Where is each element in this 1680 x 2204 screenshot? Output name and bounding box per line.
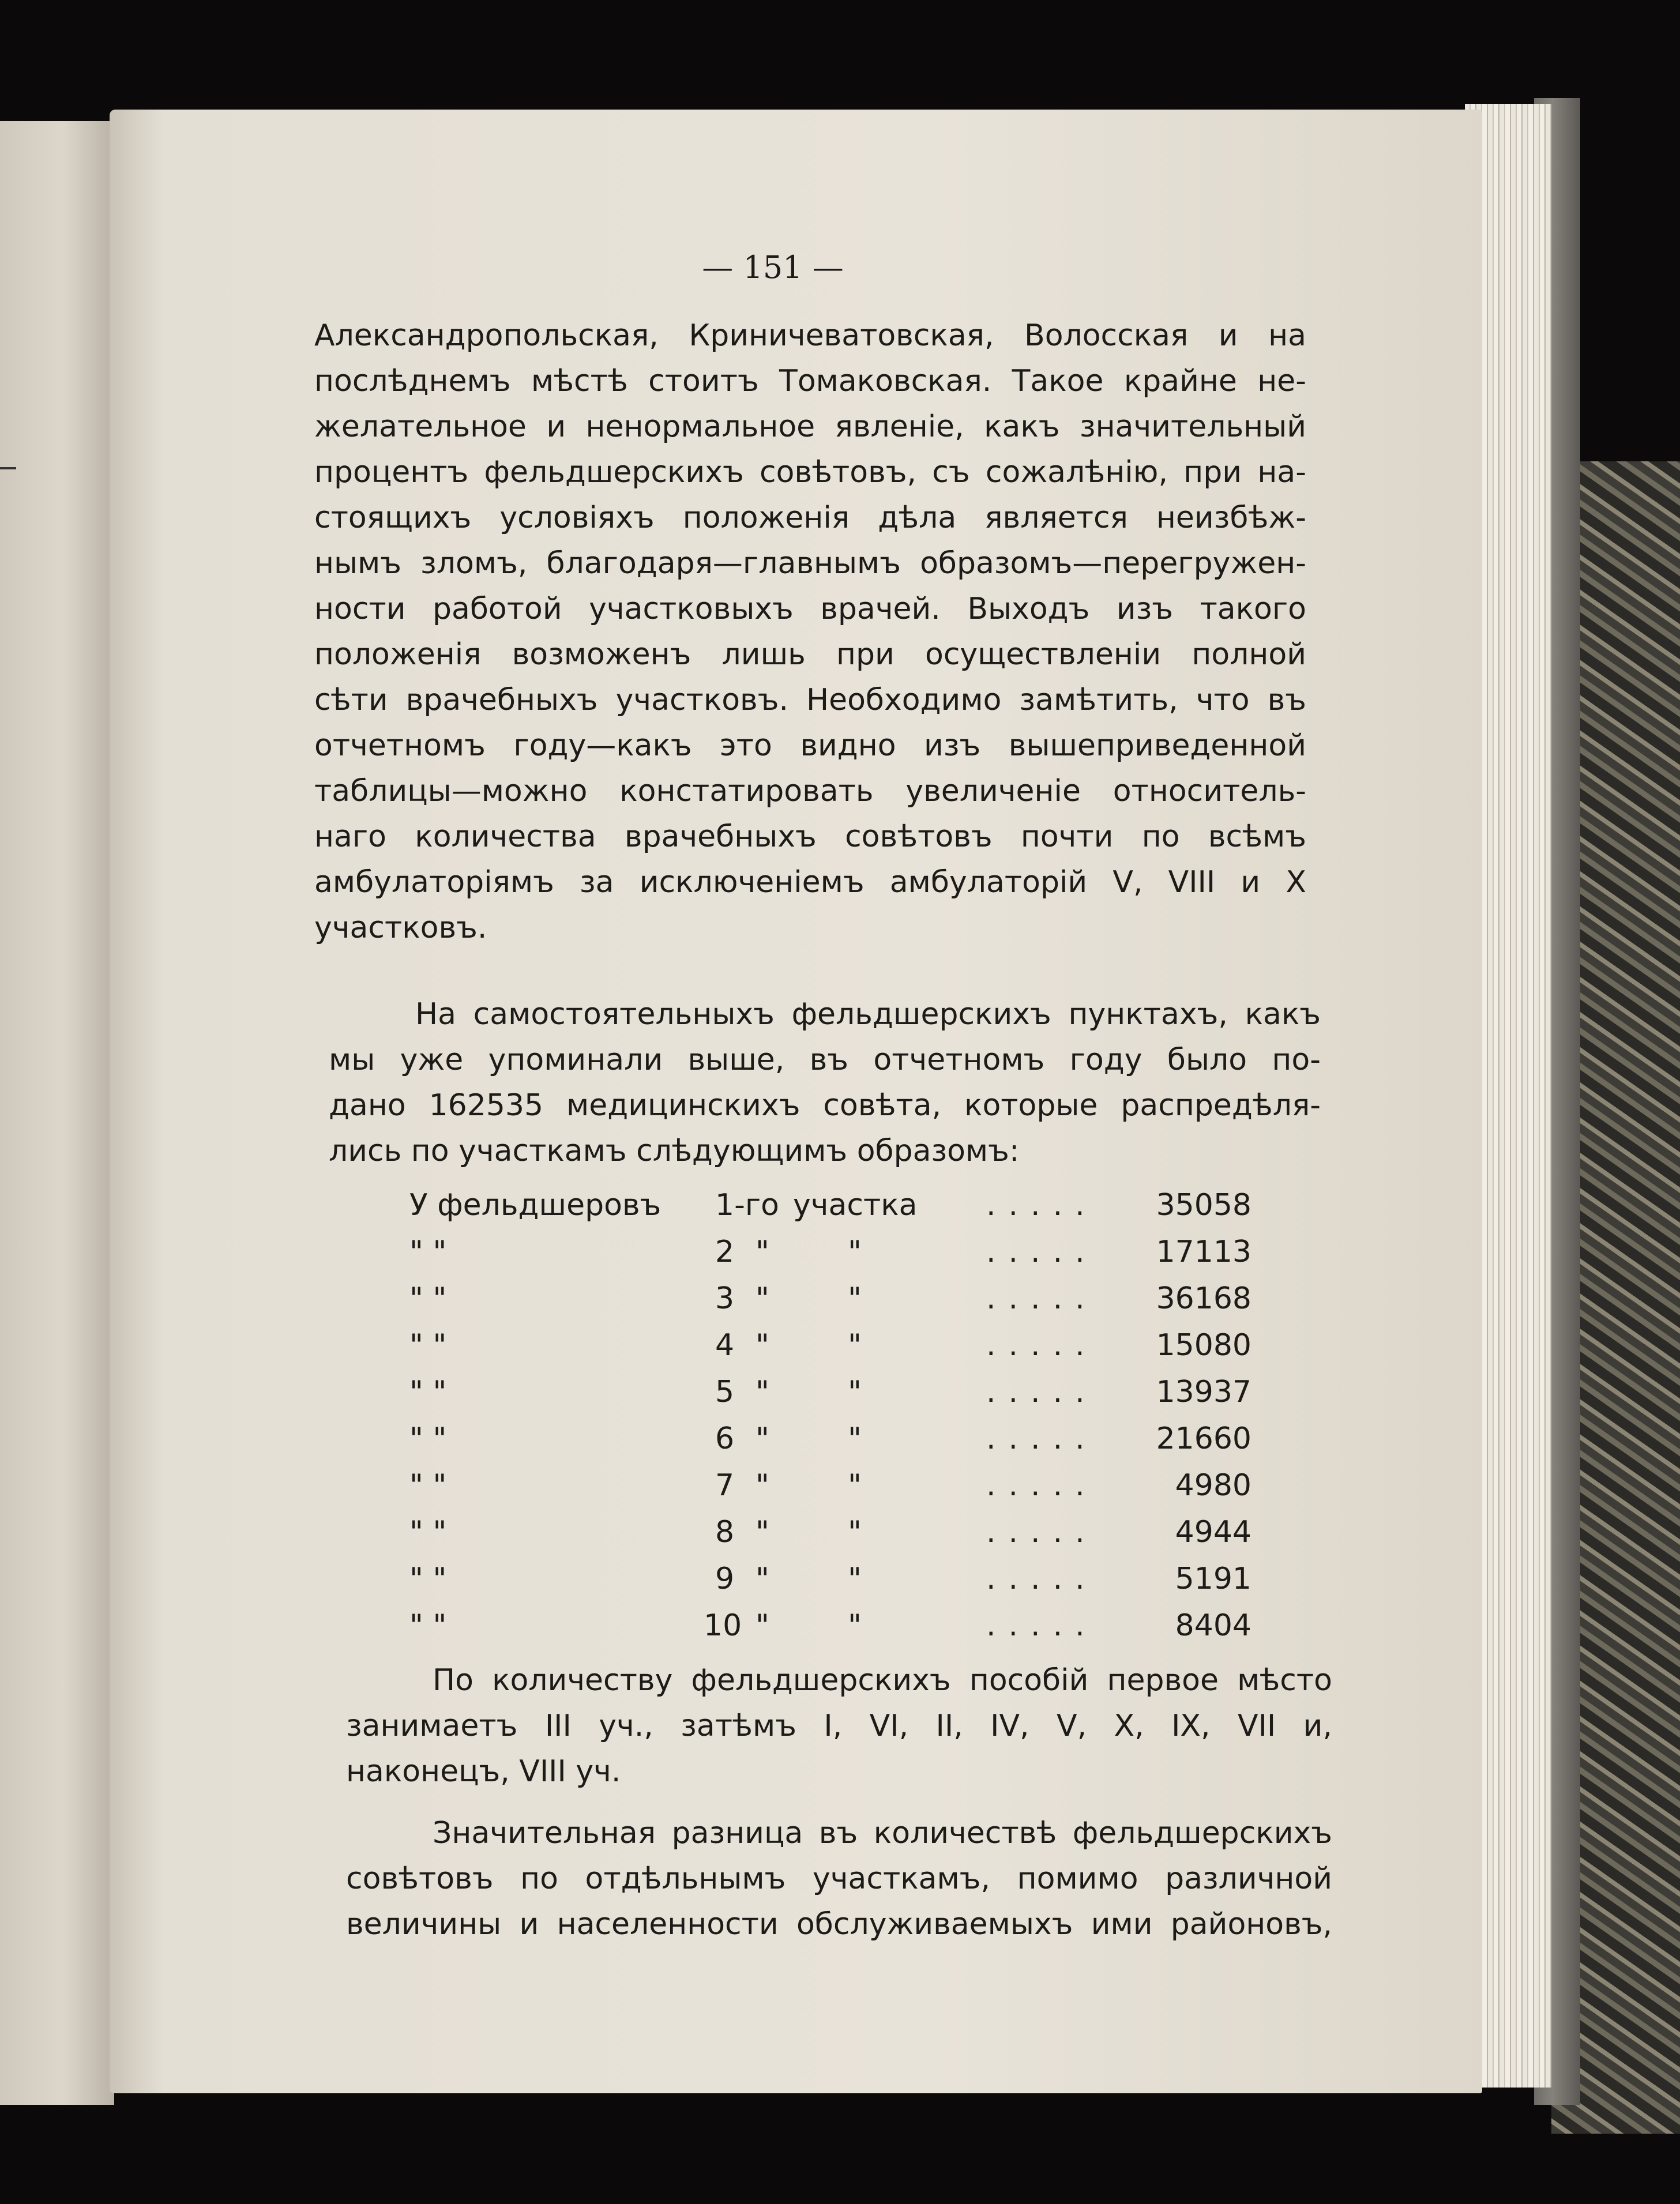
ditto-mark: " bbox=[848, 1468, 862, 1503]
text-line: занимаетъ III уч., затѣмъ I, VI, II, IV, V, X, IX, VII и, bbox=[346, 1709, 1332, 1743]
text-line: дано 162535 медицинскихъ совѣта, которые распредѣля- bbox=[329, 1088, 1321, 1123]
text-line: отчетномъ году—какъ это видно изъ вышеприведенной bbox=[314, 728, 1306, 763]
list-label: " " bbox=[409, 1468, 447, 1503]
text-line: наго количества врачебныхъ совѣтовъ почти по всѣмъ bbox=[314, 819, 1306, 854]
list-dots: ..... bbox=[986, 1468, 1098, 1503]
text-line: мы уже упоминали выше, въ отчетномъ году было по- bbox=[329, 1043, 1321, 1077]
ditto-mark: " bbox=[848, 1235, 862, 1269]
text-line: амбулаторіямъ за исключеніемъ амбулаторій V, VIII и X bbox=[314, 865, 1306, 900]
text-line: На самостоятельныхъ фельдшерскихъ пунктахъ, какъ bbox=[415, 997, 1321, 1032]
text-line: положенія возможенъ лишь при осуществленіи полной bbox=[314, 637, 1306, 672]
paragraph-1 bbox=[314, 313, 1306, 951]
list-number: 7 bbox=[715, 1468, 735, 1503]
list-value: 13937 bbox=[1156, 1375, 1251, 1409]
list-label: У фельдшеровъ bbox=[409, 1188, 662, 1223]
ditto-mark: " bbox=[756, 1468, 769, 1503]
text-line: Александропольская, Криничеватовская, Волосская и на bbox=[314, 318, 1306, 353]
list-value: 35058 bbox=[1156, 1188, 1251, 1223]
list-item bbox=[409, 1468, 1251, 1515]
list-label: " " bbox=[409, 1562, 447, 1596]
text-line: таблицы—можно констатировать увеличеніе относитель- bbox=[314, 774, 1306, 808]
ditto-mark: " bbox=[848, 1328, 862, 1363]
ditto-mark: " bbox=[756, 1281, 769, 1316]
list-item bbox=[409, 1281, 1251, 1328]
ditto-mark: " bbox=[756, 1608, 769, 1643]
list-label: " " bbox=[409, 1328, 447, 1363]
list-number: 3 bbox=[715, 1281, 735, 1316]
list-label: " " bbox=[409, 1375, 447, 1409]
list-label: " " bbox=[409, 1235, 447, 1269]
text-line: участковъ. bbox=[314, 911, 487, 945]
list-label: " " bbox=[409, 1421, 447, 1456]
text-line: Значительная разница въ количествѣ фельдшерскихъ bbox=[433, 1816, 1332, 1851]
text-line: процентъ фельдшерскихъ совѣтовъ, съ сожалѣнію, при на- bbox=[314, 455, 1306, 490]
list-number: 9 bbox=[715, 1562, 735, 1596]
list-item bbox=[409, 1188, 1251, 1235]
list-value: 4980 bbox=[1175, 1468, 1251, 1503]
list-item bbox=[409, 1562, 1251, 1608]
list-dots: ..... bbox=[986, 1375, 1098, 1409]
facing-page-left bbox=[0, 121, 114, 2105]
text-line: ности работой участковыхъ врачей. Выходъ изъ такого bbox=[314, 592, 1306, 626]
text-line: нымъ зломъ, благодаря—главнымъ образомъ—перегружен- bbox=[314, 546, 1306, 581]
list-value: 8404 bbox=[1175, 1608, 1251, 1643]
list-number: 6 bbox=[715, 1421, 735, 1456]
text-line: сѣти врачебныхъ участковъ. Необходимо замѣтить, что въ bbox=[314, 683, 1306, 717]
ditto-mark: " bbox=[756, 1375, 769, 1409]
list-dots: ..... bbox=[986, 1562, 1098, 1596]
text-line: послѣднемъ мѣстѣ стоитъ Томаковская. Такое крайне не- bbox=[314, 364, 1306, 398]
list-value: 5191 bbox=[1175, 1562, 1251, 1596]
list-item bbox=[409, 1515, 1251, 1562]
text-line: лись по участкамъ слѣдующимъ образомъ: bbox=[329, 1134, 1020, 1168]
list-dots: ..... bbox=[986, 1515, 1098, 1549]
text-line: совѣтовъ по отдѣльнымъ участкамъ, помимо различной bbox=[346, 1861, 1332, 1896]
paragraph-2 bbox=[329, 992, 1321, 1174]
paragraph-4 bbox=[346, 1811, 1332, 1947]
list-dots: ..... bbox=[986, 1328, 1098, 1363]
list-value: 36168 bbox=[1156, 1281, 1251, 1316]
list-value: 4944 bbox=[1175, 1515, 1251, 1549]
text-line: величины и населенности обслуживаемыхъ ими районовъ, bbox=[346, 1907, 1332, 1942]
ditto-mark: " bbox=[756, 1328, 769, 1363]
facing-page-mark bbox=[0, 467, 16, 469]
text-line: желательное и ненормальное явленіе, какъ значительный bbox=[314, 409, 1306, 444]
ditto-mark: " bbox=[848, 1515, 862, 1549]
list-item bbox=[409, 1235, 1251, 1281]
list-value: 17113 bbox=[1156, 1235, 1251, 1269]
ditto-mark: " bbox=[756, 1562, 769, 1596]
list-number: 4 bbox=[715, 1328, 735, 1363]
list-dots: ..... bbox=[986, 1281, 1098, 1316]
list-number: 2 bbox=[715, 1235, 735, 1269]
list-item bbox=[409, 1328, 1251, 1375]
ditto-mark: " bbox=[848, 1281, 862, 1316]
list-number: 10 bbox=[704, 1608, 742, 1643]
list-value: 15080 bbox=[1156, 1328, 1251, 1363]
ditto-mark: " bbox=[848, 1421, 862, 1456]
list-item bbox=[409, 1421, 1251, 1468]
ditto-mark: " bbox=[848, 1608, 862, 1643]
page-number: — 151 — bbox=[702, 249, 844, 285]
list-number: 5 bbox=[715, 1375, 735, 1409]
list-dots: ..... bbox=[986, 1188, 1098, 1223]
ditto-mark: " bbox=[756, 1421, 769, 1456]
ditto-mark: " bbox=[848, 1562, 862, 1596]
ditto-mark: " bbox=[756, 1515, 769, 1549]
text-line: По количеству фельдшерскихъ пособій первое мѣсто bbox=[433, 1663, 1332, 1698]
text-line: наконецъ, VIII уч. bbox=[346, 1754, 621, 1789]
ditto-mark: " bbox=[756, 1235, 769, 1269]
paragraph-3 bbox=[346, 1658, 1332, 1795]
list-dots: ..... bbox=[986, 1608, 1098, 1643]
ditto-mark: " bbox=[848, 1375, 862, 1409]
list-dots: ..... bbox=[986, 1235, 1098, 1269]
list-dots: ..... bbox=[986, 1421, 1098, 1456]
list-item bbox=[409, 1608, 1251, 1655]
list-item bbox=[409, 1375, 1251, 1421]
list-label: " " bbox=[409, 1515, 447, 1549]
list-number: 8 bbox=[715, 1515, 735, 1549]
station-list bbox=[409, 1188, 1251, 1655]
list-label: " " bbox=[409, 1608, 447, 1643]
text-line: стоящихъ условіяхъ положенія дѣла является неизбѣж- bbox=[314, 501, 1306, 535]
list-label: " " bbox=[409, 1281, 447, 1316]
list-value: 21660 bbox=[1156, 1421, 1251, 1456]
list-number: 1-го bbox=[715, 1188, 779, 1223]
list-word: участка bbox=[793, 1188, 918, 1223]
